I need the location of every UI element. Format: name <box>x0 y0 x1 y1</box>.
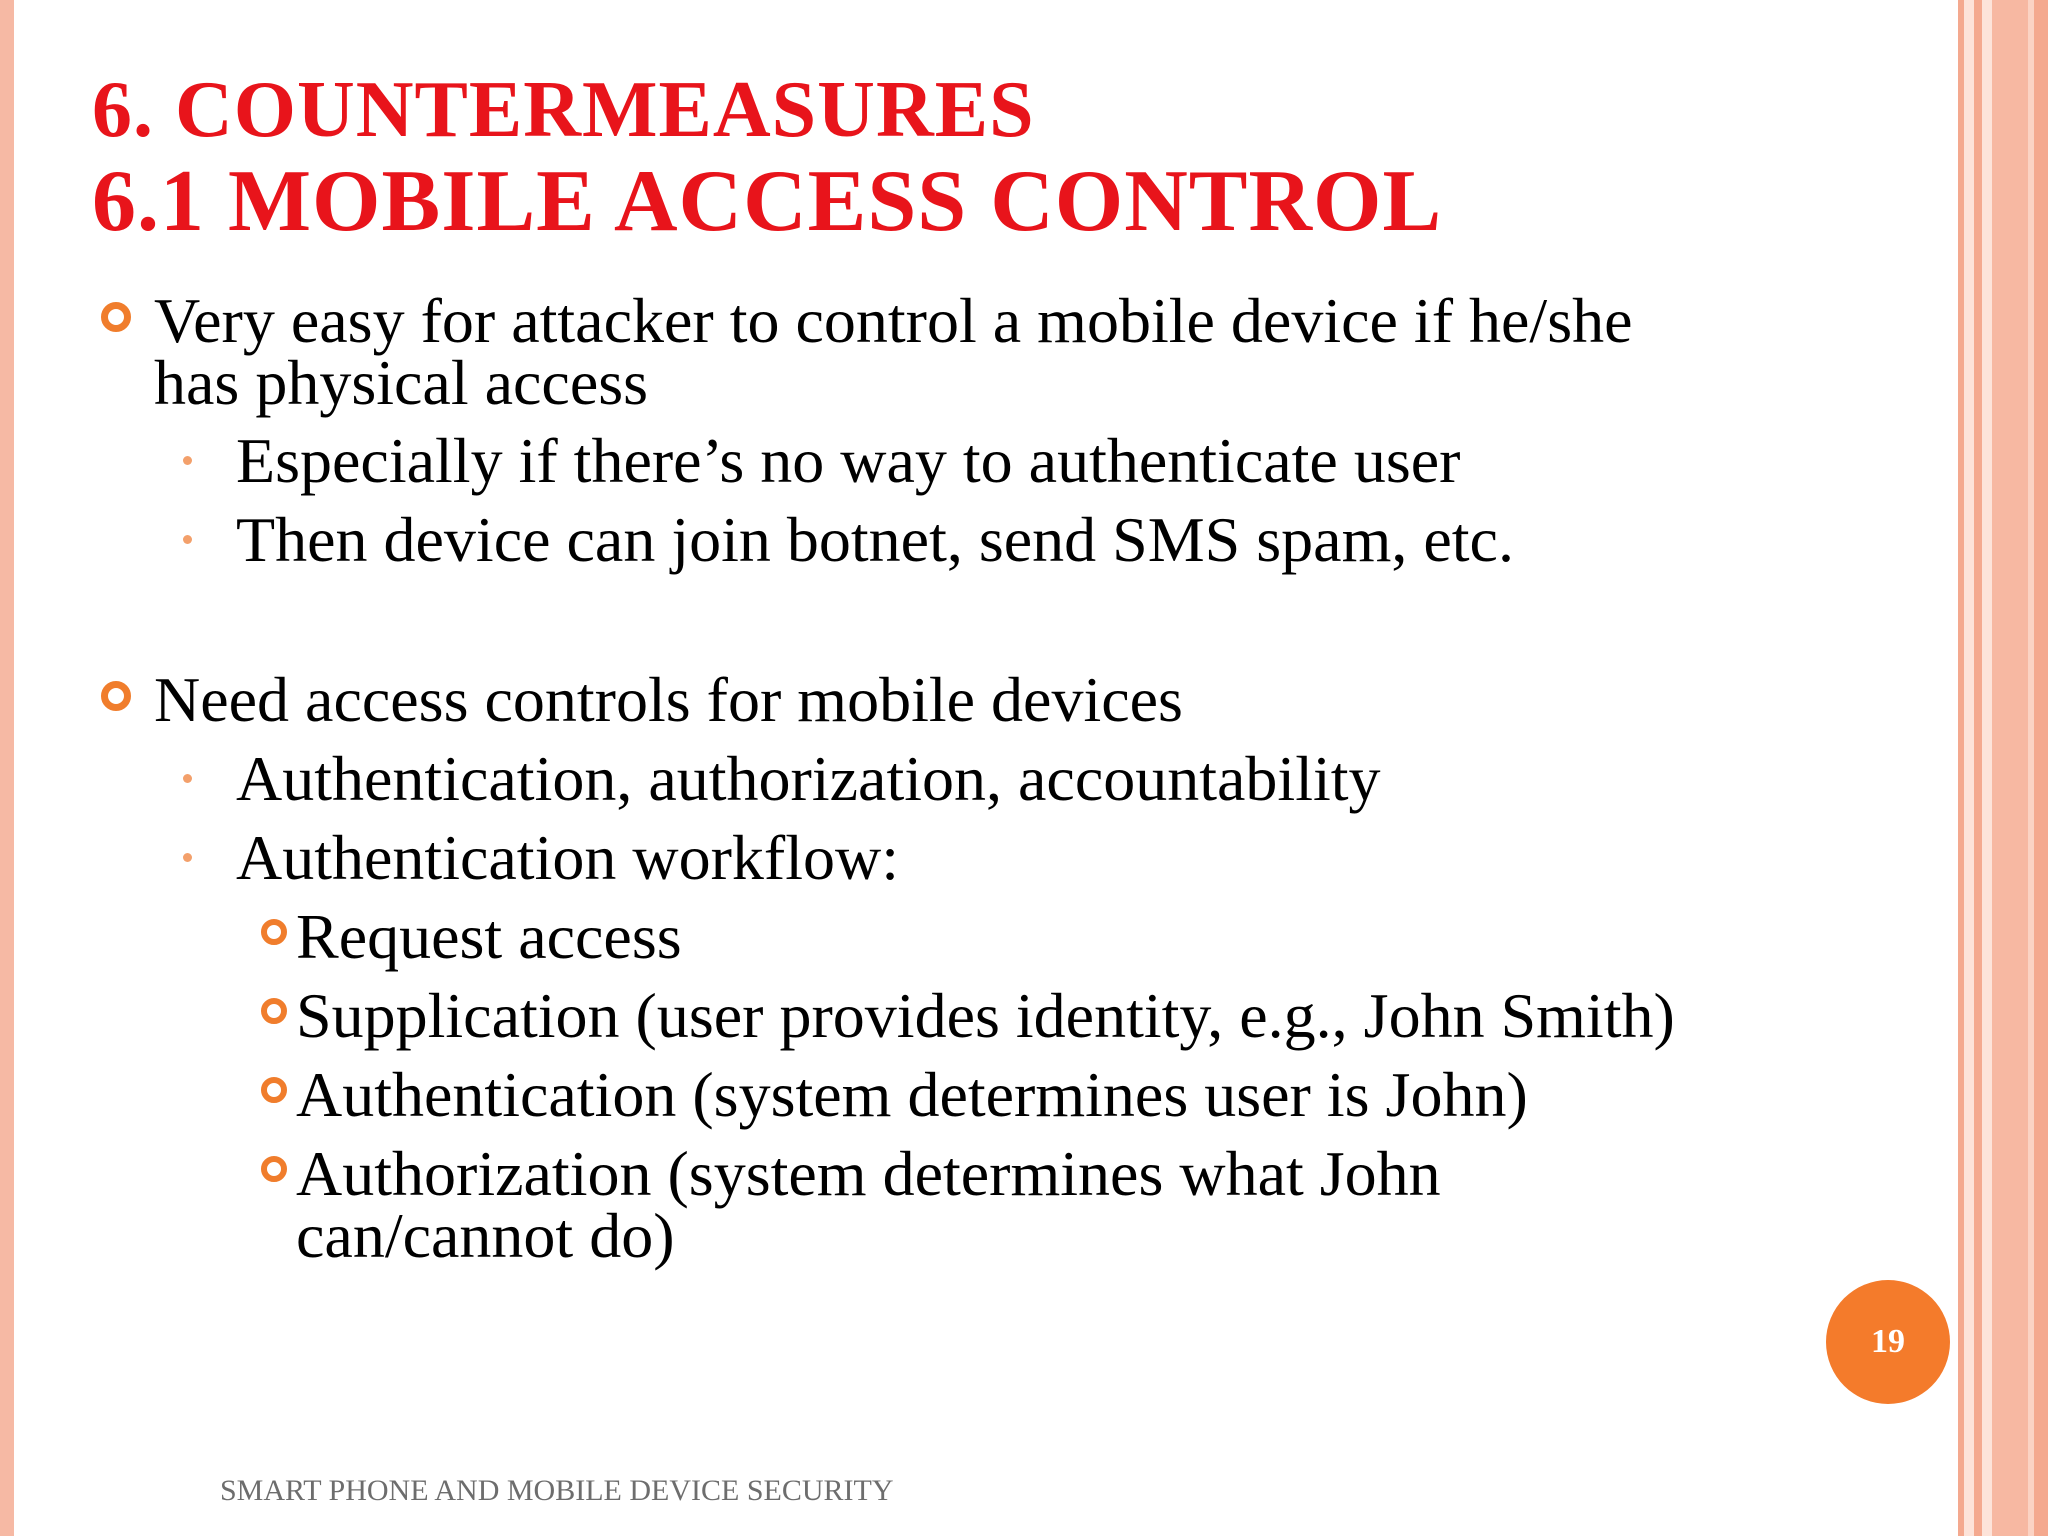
page-number: 19 <box>1871 1323 1905 1360</box>
workflow-item-2: Supplication (user provides identity, e.g., John Smith) <box>296 980 1675 1051</box>
workflow-item-4-line-2: can/cannot do) <box>296 1200 675 1271</box>
dot-bullet-icon <box>183 853 192 862</box>
title-line-2: 6.1 MOBILE ACCESS CONTROL <box>92 153 1443 250</box>
right-stripe-decoration <box>1974 0 1982 1536</box>
dot-bullet-icon <box>183 535 192 544</box>
right-stripe-decoration <box>2034 0 2048 1536</box>
slide-footer: SMART PHONE AND MOBILE DEVICE SECURITY <box>220 1474 894 1507</box>
right-stripe-decoration <box>1992 0 2028 1536</box>
sub-bullet-1-2: Then device can join botnet, send SMS spam, etc. <box>236 504 1514 575</box>
ring-bullet-icon <box>261 919 287 945</box>
bullet-1-line-2: has physical access <box>154 347 649 418</box>
slide-title <box>92 66 1442 250</box>
ring-bullet-icon <box>261 998 287 1024</box>
dot-bullet-icon <box>183 456 192 465</box>
left-edge-decoration <box>0 0 14 1536</box>
sub-bullet-1-1: Especially if there’s no way to authenticate user <box>236 425 1461 496</box>
workflow-item-1: Request access <box>296 901 682 972</box>
ring-bullet-icon <box>101 681 131 711</box>
ring-bullet-icon <box>101 302 131 332</box>
dot-bullet-icon <box>183 774 192 783</box>
right-stripe-decoration <box>1964 0 1974 1536</box>
sub-bullet-2-2: Authentication workflow: <box>236 822 899 893</box>
ring-bullet-icon <box>261 1156 287 1182</box>
ring-bullet-icon <box>261 1077 287 1103</box>
workflow-item-3: Authentication (system determines user is John) <box>296 1059 1528 1130</box>
title-line-1: 6. COUNTERMEASURES <box>92 66 1035 154</box>
bullet-1-line-1: Very easy for attacker to control a mobile device if he/she <box>154 285 1633 356</box>
sub-bullet-2-1: Authentication, authorization, accountability <box>236 743 1381 814</box>
workflow-item-4-line-1: Authorization (system determines what John <box>296 1138 1441 1209</box>
page-number-badge <box>1826 1280 1950 1404</box>
right-stripe-decoration <box>1982 0 1992 1536</box>
bullet-2-line-1: Need access controls for mobile devices <box>154 664 1183 735</box>
